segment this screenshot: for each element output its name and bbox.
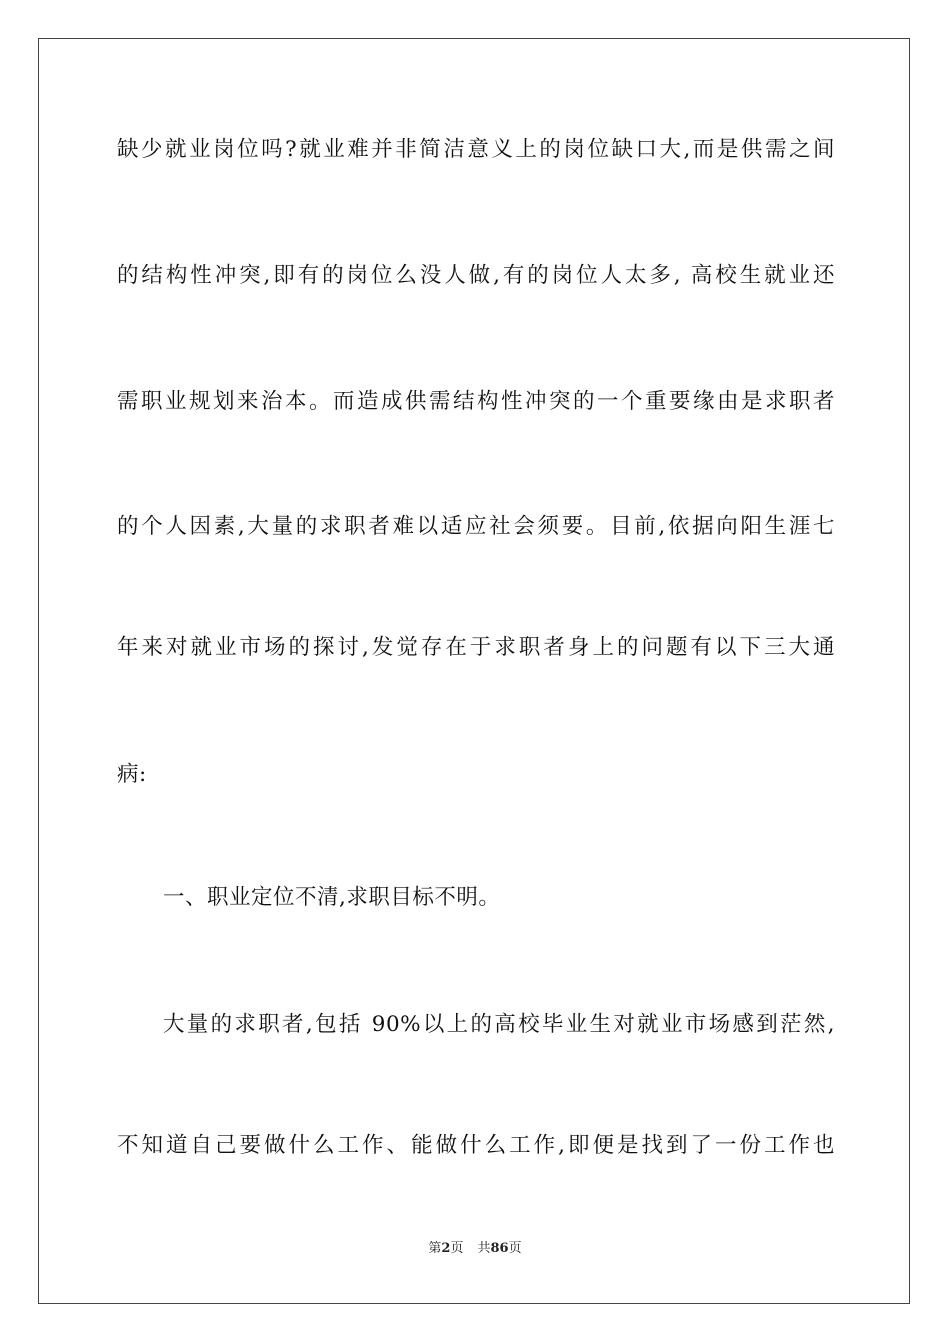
body-line-6: 病: <box>117 762 147 787</box>
page-footer <box>0 1240 950 1258</box>
body-line-5: 年来对就业市场的探讨,发觉存在于求职者身上的问题有以下三大通 <box>117 635 835 660</box>
page-border <box>38 38 910 1304</box>
footer-page-suffix: 页 <box>450 1241 464 1256</box>
footer-total-suffix: 页 <box>508 1241 522 1256</box>
body-line-1: 缺少就业岗位吗?就业难并非简洁意义上的岗位缺口大,而是供需之间 <box>117 137 835 162</box>
section-heading: 一、职业定位不清,求职目标不明。 <box>163 885 501 910</box>
body-line-2: 的结构性冲突,即有的岗位么没人做,有的岗位人太多, 高校生就业还 <box>117 263 835 288</box>
footer-total-pages: 86 <box>490 1241 509 1256</box>
footer-page-number: 2 <box>441 1241 451 1256</box>
footer-total-prefix: 共 <box>477 1241 491 1256</box>
body-line-9: 不知道自己要做什么工作、能做什么工作,即便是找到了一份工作也 <box>117 1133 835 1158</box>
footer-page-prefix: 第 <box>428 1241 442 1256</box>
body-line-8: 大量的求职者,包括 90%以上的高校毕业生对就业市场感到茫然, <box>163 1012 835 1037</box>
body-line-4: 的个人因素,大量的求职者难以适应社会须要。目前,依据向阳生涯七 <box>117 514 835 539</box>
body-line-3: 需职业规划来治本。而造成供需结构性冲突的一个重要缘由是求职者 <box>117 389 835 414</box>
